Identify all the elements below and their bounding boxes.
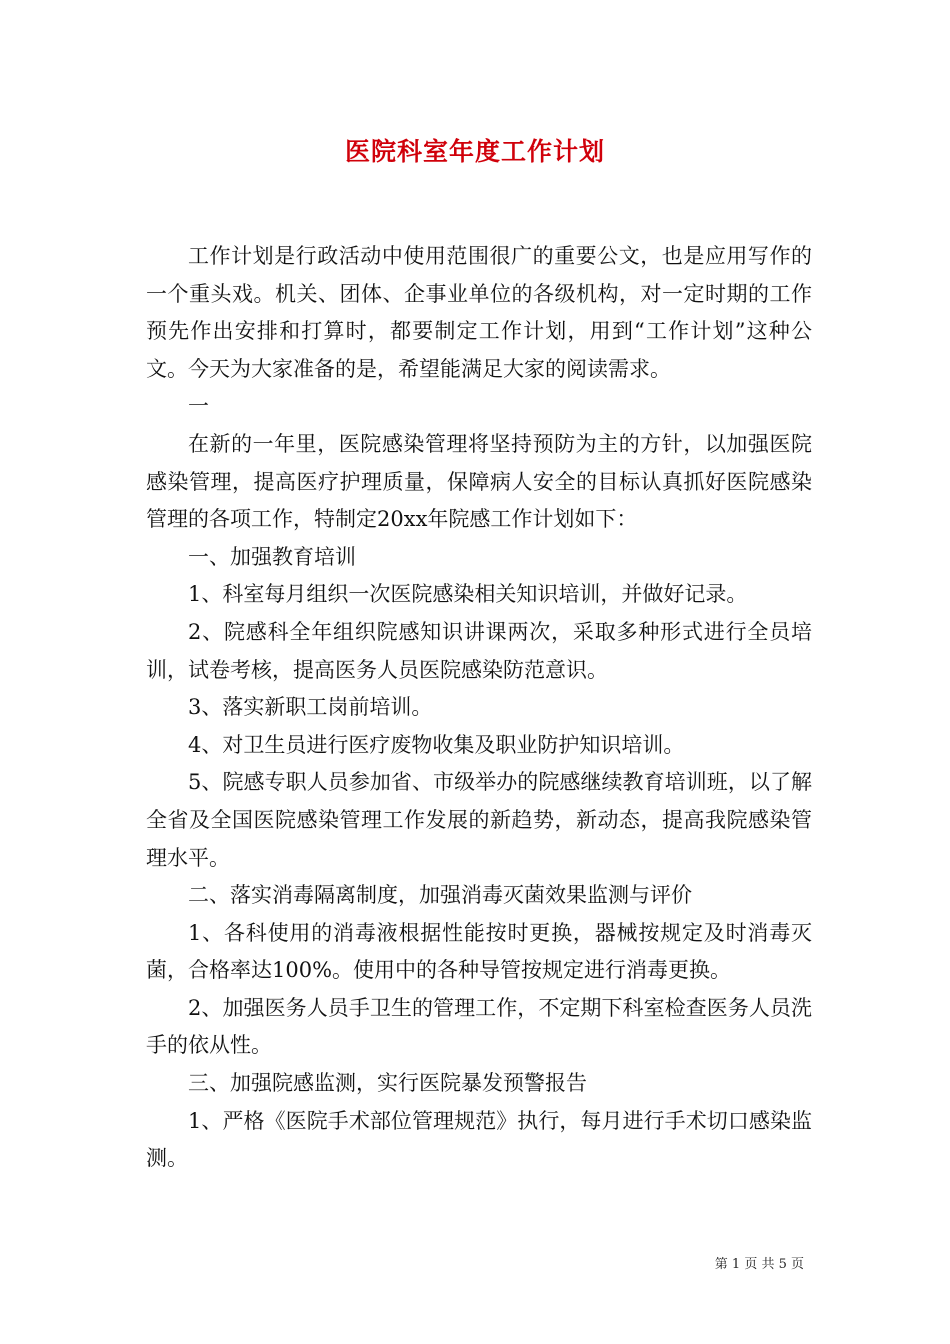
paragraph-item: 1、各科使用的消毒液根据性能按时更换，器械按规定及时消毒灭菌，合格率达100%。使用中的各种导管按规定进行消毒更换。 [146, 920, 812, 983]
paragraph-item: 4、对卫生员进行医疗废物收集及职业防护知识培训。 [188, 732, 685, 757]
page-number: 第 1 页 共 5 页 [714, 1257, 804, 1272]
paragraph-item: 2、加强医务人员手卫生的管理工作，不定期下科室检查医务人员洗手的依从性。 [146, 995, 812, 1058]
paragraph-item: 1、严格《医院手术部位管理规范》执行，每月进行手术切口感染监测。 [146, 1108, 812, 1171]
paragraph-item: 2、院感科全年组织院感知识讲课两次，采取多种形式进行全员培训，试卷考核，提高医务人员医院感染防范意识。 [146, 619, 812, 682]
paragraph-section-number: 一 [188, 394, 209, 419]
paragraph-item: 1、科室每月组织一次医院感染相关知识培训，并做好记录。 [188, 582, 748, 607]
paragraph-item: 3、落实新职工岗前培训。 [188, 695, 433, 720]
heading-disinfection: 二、落实消毒隔离制度，加强消毒灭菌效果监测与评价 [188, 883, 692, 908]
document-body [146, 238, 812, 1178]
heading-monitoring: 三、加强院感监测，实行医院暴发预警报告 [188, 1071, 587, 1096]
paragraph-item: 5、院感专职人员参加省、市级举办的院感继续教育培训班，以了解全省及全国医院感染管理工作发展的新趋势，新动态，提高我院感染管理水平。 [146, 770, 812, 870]
heading-education-training: 一、加强教育培训 [188, 544, 356, 569]
paragraph-intro: 工作计划是行政活动中使用范围很广的重要公文，也是应用写作的一个重头戏。机关、团体、企事业单位的各级机构，对一定时期的工作预先作出安排和打算时，都要制定工作计划，用到“工作计划”这种公文。今天为大家准备的是，希望能满足大家的阅读需求。 [146, 244, 812, 381]
document-title: 医院科室年度工作计划 [344, 137, 605, 166]
paragraph-preface: 在新的一年里，医院感染管理将坚持预防为主的方针，以加强医院感染管理，提高医疗护理质量，保障病人安全的目标认真抓好医院感染管理的各项工作，特制定20xx年院感工作计划如下： [146, 431, 812, 532]
